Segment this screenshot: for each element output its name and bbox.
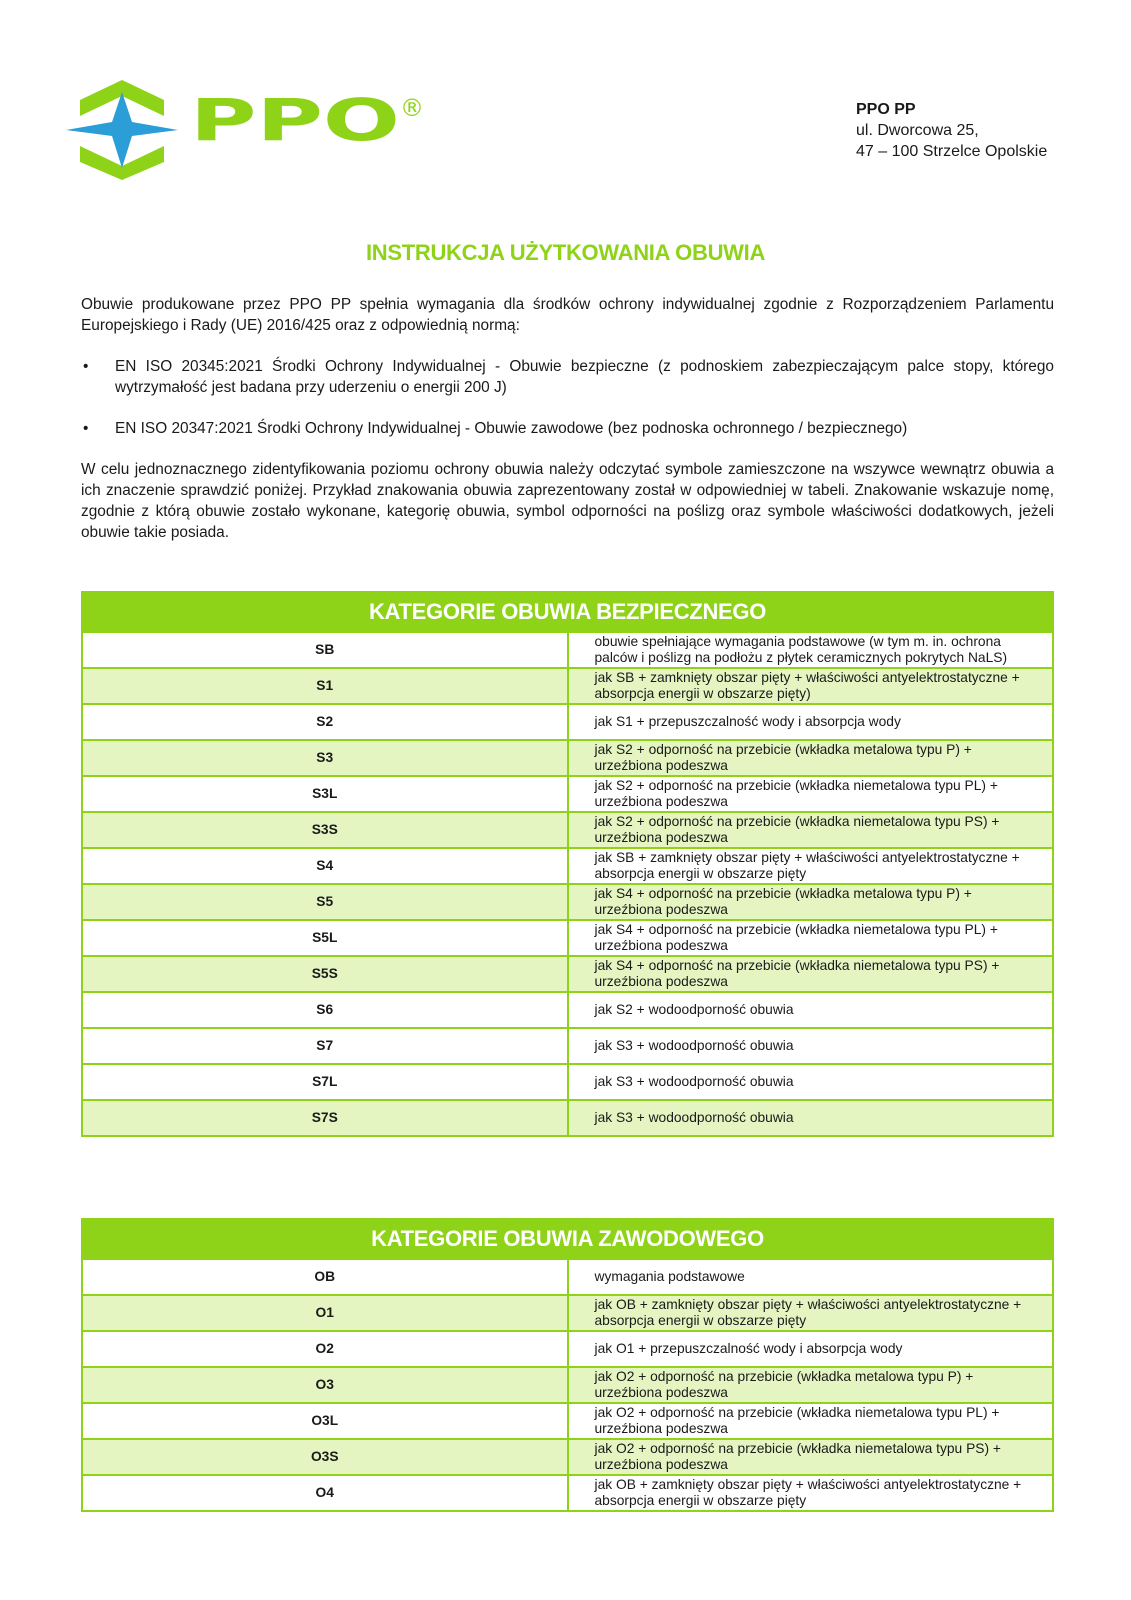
category-description: wymagania podstawowe bbox=[568, 1259, 1054, 1295]
category-code: S2 bbox=[82, 704, 568, 740]
category-description: jak OB + zamknięty obszar pięty + właściwości antyelektrostatyczne + absorpcja energii w obszarze pięty bbox=[568, 1295, 1054, 1331]
table-row bbox=[82, 1028, 1053, 1064]
standards-list-item bbox=[81, 356, 1054, 398]
table-row bbox=[82, 632, 1053, 668]
category-description: jak O2 + odporność na przebicie (wkładka niemetalowa typu PL) + urzeźbiona podeszwa bbox=[568, 1403, 1054, 1439]
category-code: O2 bbox=[82, 1331, 568, 1367]
category-code: S5 bbox=[82, 884, 568, 920]
table-row bbox=[82, 668, 1053, 704]
category-description: jak S2 + odporność na przebicie (wkładka niemetalowa typu PL) + urzeźbiona podeszwa bbox=[568, 776, 1054, 812]
category-code: S7 bbox=[82, 1028, 568, 1064]
company-city: 47 – 100 Strzelce Opolskie bbox=[856, 143, 1048, 160]
table-row bbox=[82, 1259, 1053, 1295]
safety-footwear-table bbox=[81, 591, 1054, 1137]
category-code: S5S bbox=[82, 956, 568, 992]
bullet-icon: • bbox=[83, 358, 89, 375]
category-code: S4 bbox=[82, 848, 568, 884]
table-row bbox=[82, 848, 1053, 884]
ppo-logo bbox=[66, 80, 436, 180]
company-name: PPO PP bbox=[856, 101, 916, 118]
table-heading: KATEGORIE OBUWIA BEZPIECZNEGO bbox=[82, 592, 1053, 632]
registered-mark: ® bbox=[400, 94, 424, 122]
category-description: jak OB + zamknięty obszar pięty + właściwości antyelektrostatyczne + absorpcja energii w obszarze pięty bbox=[568, 1475, 1054, 1511]
company-address bbox=[856, 99, 1047, 162]
explanation-paragraph: W celu jednoznacznego zidentyfikowania poziomu ochrony obuwia należy odczytać symbole zamieszczone na wszywce wewnątrz obuwia a ich znaczenie sprawdzić poniżej. Przykład znakowania obuwia zaprezentowany został w odpowiedniej w tabeli. Znakowanie wskazuje nomę, zgodnie z którą obuwie zostało wykonane, kategorię obuwia, symbol odporności na poślizg oraz symbole właściwości dodatkowych, jeżeli obuwie takie posiada. bbox=[81, 461, 1054, 541]
table-row bbox=[82, 1331, 1053, 1367]
table-row bbox=[82, 776, 1053, 812]
category-code: OB bbox=[82, 1259, 568, 1295]
standards-list-item bbox=[81, 418, 1054, 439]
category-description: jak S2 + wodoodporność obuwia bbox=[568, 992, 1054, 1028]
category-description: jak S3 + wodoodporność obuwia bbox=[568, 1100, 1054, 1136]
intro-paragraph: Obuwie produkowane przez PPO PP spełnia wymagania dla środków ochrony indywidualnej zgodnie z Rozporządzeniem Parlamentu Europejskiego i Rady (UE) 2016/425 oraz z odpowiednią normą: bbox=[81, 296, 1054, 334]
category-description: obuwie spełniające wymagania podstawowe (w tym m. in. ochrona palców i poślizg na podłożu z płytek ceramicznych pokrytych NaLS) bbox=[568, 632, 1054, 668]
category-code: S5L bbox=[82, 920, 568, 956]
table-row bbox=[82, 1475, 1053, 1511]
occupational-footwear-table bbox=[81, 1218, 1054, 1512]
standard-text: EN ISO 20347:2021 Środki Ochrony Indywidualnej - Obuwie zawodowe (bez podnoska ochronnego / bezpiecznego) bbox=[115, 420, 908, 437]
category-description: jak SB + zamknięty obszar pięty + właściwości antyelektrostatyczne + absorpcja energii w obszarze pięty bbox=[568, 848, 1054, 884]
category-description: jak S4 + odporność na przebicie (wkładka niemetalowa typu PS) + urzeźbiona podeszwa bbox=[568, 956, 1054, 992]
table-row bbox=[82, 1367, 1053, 1403]
category-code: S7L bbox=[82, 1064, 568, 1100]
logo-text: PPO bbox=[190, 86, 400, 154]
category-description: jak S1 + przepuszczalność wody i absorpcja wody bbox=[568, 704, 1054, 740]
category-description: jak O2 + odporność na przebicie (wkładka metalowa typu P) + urzeźbiona podeszwa bbox=[568, 1367, 1054, 1403]
category-description: jak S4 + odporność na przebicie (wkładka niemetalowa typu PL) + urzeźbiona podeszwa bbox=[568, 920, 1054, 956]
table-row bbox=[82, 956, 1053, 992]
category-code: O3L bbox=[82, 1403, 568, 1439]
category-code: S6 bbox=[82, 992, 568, 1028]
category-code: S3L bbox=[82, 776, 568, 812]
category-description: jak O2 + odporność na przebicie (wkładka niemetalowa typu PS) + urzeźbiona podeszwa bbox=[568, 1439, 1054, 1475]
table-heading: KATEGORIE OBUWIA ZAWODOWEGO bbox=[82, 1219, 1053, 1259]
standards-list bbox=[81, 356, 1054, 459]
table-row bbox=[82, 992, 1053, 1028]
document-title: INSTRUKCJA UŻYTKOWANIA OBUWIA bbox=[365, 240, 766, 265]
table-row bbox=[82, 1439, 1053, 1475]
category-description: jak SB + zamknięty obszar pięty + właściwości antyelektrostatyczne + absorpcja energii w obszarze pięty) bbox=[568, 668, 1054, 704]
category-code: O3S bbox=[82, 1439, 568, 1475]
category-code: O3 bbox=[82, 1367, 568, 1403]
company-street: ul. Dworcowa 25, bbox=[856, 122, 979, 139]
table-row bbox=[82, 1064, 1053, 1100]
table-row bbox=[82, 1295, 1053, 1331]
table-row bbox=[82, 920, 1053, 956]
category-description: jak S3 + wodoodporność obuwia bbox=[568, 1028, 1054, 1064]
category-code: O1 bbox=[82, 1295, 568, 1331]
category-code: SB bbox=[82, 632, 568, 668]
category-description: jak O1 + przepuszczalność wody i absorpcja wody bbox=[568, 1331, 1054, 1367]
table-row bbox=[82, 704, 1053, 740]
category-code: S3S bbox=[82, 812, 568, 848]
category-code: S7S bbox=[82, 1100, 568, 1136]
table-row bbox=[82, 884, 1053, 920]
table-row bbox=[82, 740, 1053, 776]
category-description: jak S2 + odporność na przebicie (wkładka niemetalowa typu PS) + urzeźbiona podeszwa bbox=[568, 812, 1054, 848]
table-row bbox=[82, 812, 1053, 848]
bullet-icon: • bbox=[83, 420, 89, 437]
table-row bbox=[82, 1403, 1053, 1439]
category-description: jak S2 + odporność na przebicie (wkładka metalowa typu P) + urzeźbiona podeszwa bbox=[568, 740, 1054, 776]
category-description: jak S4 + odporność na przebicie (wkładka metalowa typu P) + urzeźbiona podeszwa bbox=[568, 884, 1054, 920]
category-description: jak S3 + wodoodporność obuwia bbox=[568, 1064, 1054, 1100]
category-code: O4 bbox=[82, 1475, 568, 1511]
standard-text: EN ISO 20345:2021 Środki Ochrony Indywidualnej - Obuwie bezpieczne (z podnoskiem zabezpieczającym palce stopy, którego wytrzymałość jest badana przy uderzeniu o energii 200 J) bbox=[115, 358, 1054, 396]
category-code: S1 bbox=[82, 668, 568, 704]
category-code: S3 bbox=[82, 740, 568, 776]
table-row bbox=[82, 1100, 1053, 1136]
